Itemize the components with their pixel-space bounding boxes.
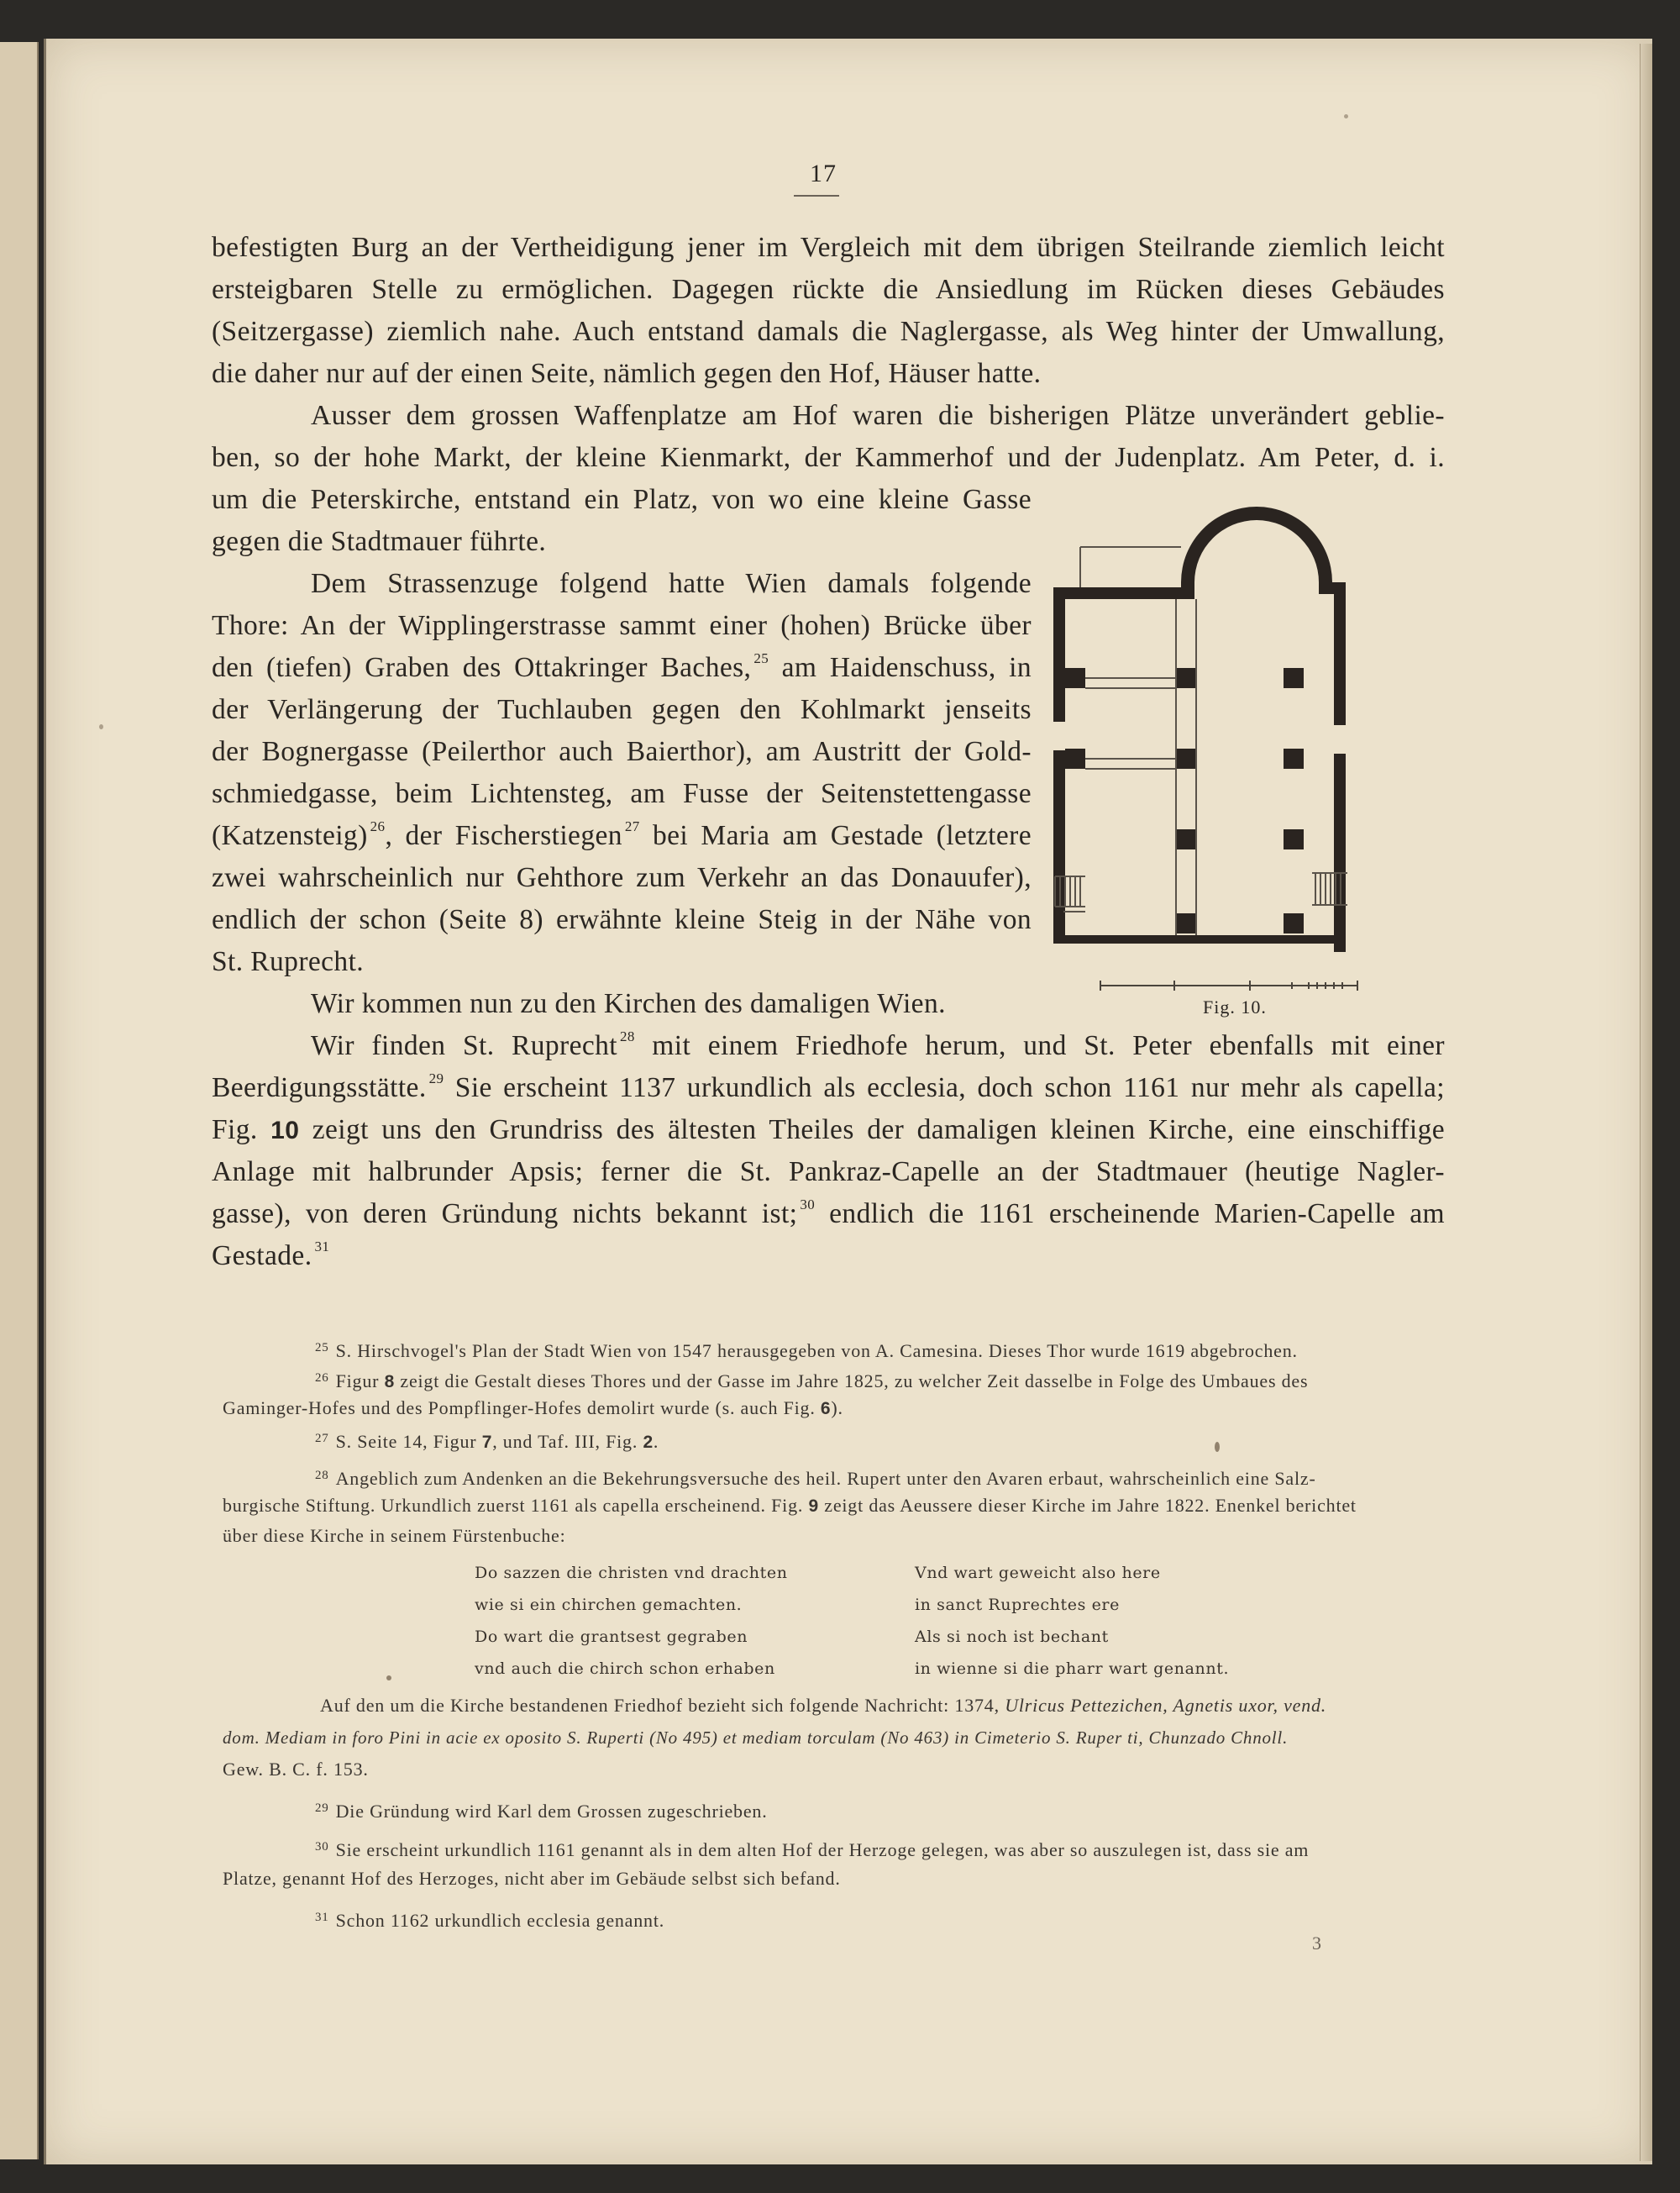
paper-spot — [99, 724, 103, 729]
footnote-28-source: Gew. B. C. f. 153. — [223, 1759, 369, 1780]
south-wall-b — [1334, 754, 1346, 952]
pier — [1284, 829, 1304, 849]
footnote-28: $^{28}$ Angeblich zum Andenken an die Bekehrungsversuche des heil. Rupert unter den Avaren erbaut, wahrscheinlich eine Salz- — [315, 1468, 1316, 1489]
pier — [1065, 668, 1085, 688]
footnote-28-cemetery-cont: dom. Mediam in foro Pini in acie ex oposito S. Ruperti (No 495) et mediam torculam (No 463) in Cimeterio S. Ruper ti, Chunzado Chnoll. — [223, 1728, 1289, 1748]
poem-line: Als si noch ist bechant — [915, 1628, 1109, 1646]
footnote-reference: 30 — [800, 1196, 816, 1212]
body-line: ben, so der hohe Markt, der kleine Kienmarkt, der Kammerhof und der Judenplatz. Am Peter, d. i. — [212, 442, 1445, 473]
page-number: 17 — [810, 160, 837, 187]
body-line: St. Ruprecht. — [212, 946, 365, 977]
pier — [1284, 668, 1304, 688]
body-line: der Verlängerung der Tuchlauben gegen den Kohlmarkt jenseits — [212, 694, 1032, 725]
pier — [1284, 749, 1304, 769]
body-line: endlich der schon (Seite 8) erwähnte kleine Steig in der Nähe von — [212, 904, 1032, 935]
body-line: Thore: An der Wipplingerstrasse sammt einer (hohen) Brücke über — [212, 610, 1032, 641]
pier — [1176, 913, 1196, 933]
scale-bar — [1100, 981, 1357, 991]
body-line: Wir finden St. Ruprecht $^{28}$ mit einem Friedhofe herum, und St. Peter ebenfalls mit einer — [311, 1028, 1445, 1061]
footnote-27: $^{27}$ S. Seite 14, Figur 7, und Taf. III, Fig. 2. — [315, 1431, 659, 1452]
right-page-edge — [1640, 44, 1652, 2161]
poem-line: Do wart die grantsest gegraben — [475, 1628, 748, 1646]
footnote-reference: 25 — [753, 650, 769, 666]
body-line: Gestade. $^{31}$ — [212, 1238, 330, 1271]
body-line: Anlage mit halbrunder Apsis; ferner die St. Pankraz-Capelle an der Stadtmauer (heutige Nagler- — [212, 1156, 1445, 1187]
poem-line: vnd auch die chirch schon erhaben — [475, 1659, 775, 1678]
paper-spot — [1344, 114, 1348, 118]
ink-mark — [386, 1675, 391, 1680]
footnote-26-cont: Gaminger-Hofes und des Pompflinger-Hofes demolirt wurde (s. auch Fig. 6). — [223, 1397, 843, 1418]
door-hatching — [1055, 873, 1347, 907]
east-wall-left — [1053, 587, 1194, 599]
footnote-29: $^{29}$ Die Gründung wird Karl dem Grossen zugeschrieben. — [315, 1801, 768, 1822]
body-line: schmiedgasse, beim Lichtensteg, am Fusse der Seitenstettengasse — [212, 778, 1032, 809]
body-line: Wir kommen nun zu den Kirchen des damaligen Wien. — [311, 988, 946, 1019]
body-line: den (tiefen) Graben des Ottakringer Baches, $^{25}$ am Haidenschuss, in — [212, 650, 1032, 683]
poem-line: Do sazzen die christen vnd drachten — [475, 1564, 788, 1582]
body-line: zwei wahrscheinlich nur Gehthore zum Verkehr an das Donauufer), — [212, 862, 1032, 893]
body-line: (Katzensteig) $^{26}$, der Fischerstiegen $^{27}$ bei Maria am Gestade (letztere — [212, 818, 1032, 851]
body-line: Fig. 10 zeigt uns den Grundriss des ältesten Theiles der damaligen kleinen Kirche, eine einschiffige — [212, 1114, 1445, 1145]
body-line: befestigten Burg an der Vertheidigung jener im Vergleich mit dem übrigen Steilrande ziemlich leicht — [212, 232, 1445, 263]
floor-plan-piers — [1065, 668, 1304, 933]
footnote-26: $^{26}$ Figur 8 zeigt die Gestalt dieses Thores und der Gasse im Jahre 1825, zu welcher Zeit dasselbe in Folge des Umbaues des — [315, 1370, 1309, 1391]
poem-line: in sanct Ruprechtes ere — [915, 1596, 1120, 1614]
apse-opening — [1243, 486, 1262, 493]
body-line: um die Peterskirche, entstand ein Platz, von wo eine kleine Gasse — [212, 484, 1032, 515]
pier — [1176, 829, 1196, 849]
page-number-rule — [794, 195, 839, 197]
body-line: Beerdigungsstätte. $^{29}$ Sie erscheint 1137 urkundlich als ecclesia, doch schon 1161 nur mehr als capella; — [212, 1070, 1445, 1103]
north-wall-b — [1053, 750, 1065, 944]
body-line: Ausser dem grossen Waffenplatze am Hof waren die bisherigen Plätze unverändert geblie- — [311, 400, 1445, 431]
footnote-30-cont: Platze, genannt Hof des Herzoges, nicht aber im Gebäude selbst sich befand. — [223, 1868, 841, 1889]
footnote-reference: 26 — [370, 818, 386, 834]
floor-plan-walls — [1053, 486, 1346, 952]
footnote-reference: 28 — [619, 1028, 635, 1044]
apse-wall — [1181, 507, 1332, 587]
figure-caption: Fig. 10. — [1203, 997, 1267, 1018]
footnote-reference: 31 — [314, 1238, 330, 1254]
sheet-signature: 3 — [1312, 1933, 1321, 1954]
floor-plan-figure — [1048, 483, 1443, 1021]
pier — [1176, 668, 1196, 688]
footnote-30: $^{30}$ Sie erscheint urkundlich 1161 genannt als in dem alten Hof der Herzoge gelegen, was aber so auszulegen ist, dass sie am — [315, 1839, 1310, 1860]
north-wall-a — [1053, 587, 1065, 722]
footnote-28-cont: burgische Stiftung. Urkundlich zuerst 1161 als capella erscheinend. Fig. 9 zeigt das Aeussere dieser Kirche im Jahre 1822. Enenkel berichtet — [223, 1495, 1357, 1516]
poem-line: Vnd wart geweicht also here — [915, 1564, 1161, 1582]
body-line: die daher nur auf der einen Seite, nämlich gegen den Hof, Häuser hatte. — [212, 358, 1042, 389]
footnote-31: $^{31}$ Schon 1162 urkundlich ecclesia genannt. — [315, 1910, 665, 1931]
body-line: der Bognergasse (Peilerthor auch Baierthor), am Austritt der Gold- — [212, 736, 1032, 767]
footnote-25: $^{25}$ S. Hirschvogel's Plan der Stadt Wien von 1547 herausgegeben von A. Camesina. Dieses Thor wurde 1619 abgebrochen. — [315, 1340, 1298, 1361]
pier — [1176, 749, 1196, 769]
body-line: Dem Strassenzuge folgend hatte Wien damals folgende — [311, 568, 1032, 599]
pier — [1284, 913, 1304, 933]
footnote-reference: 29 — [428, 1070, 444, 1086]
south-wall-a — [1334, 582, 1346, 725]
body-line: gasse), von deren Gründung nichts bekannt ist; $^{30}$ endlich die 1161 erscheinende Marien-Capelle am — [212, 1196, 1446, 1229]
west-wall — [1053, 935, 1346, 944]
footnote-28-cemetery: Auf den um die Kirche bestandenen Friedhof bezieht sich folgende Nachricht: 1374, Ulricus Pettezichen, Agnetis uxor, vend. — [320, 1695, 1327, 1716]
ink-mark — [1215, 1442, 1220, 1452]
poem-line: wie si ein chirchen gemachten. — [475, 1596, 743, 1614]
body-line: gegen die Stadtmauer führte. — [212, 526, 547, 557]
footnote-reference: 27 — [624, 818, 640, 834]
poem-line: in wienne si die pharr wart genannt. — [915, 1659, 1230, 1678]
left-page-edge — [0, 42, 39, 2159]
body-line: (Seitzergasse) ziemlich nahe. Auch entstand damals die Naglergasse, als Weg hinter der Umwallung, — [212, 316, 1445, 347]
pier — [1065, 749, 1085, 769]
body-line: ersteigbaren Stelle zu ermöglichen. Dagegen rückte die Ansiedlung im Rücken dieses Gebäudes — [212, 274, 1445, 305]
footnote-28-cont: über diese Kirche in seinem Fürstenbuche: — [223, 1525, 566, 1546]
